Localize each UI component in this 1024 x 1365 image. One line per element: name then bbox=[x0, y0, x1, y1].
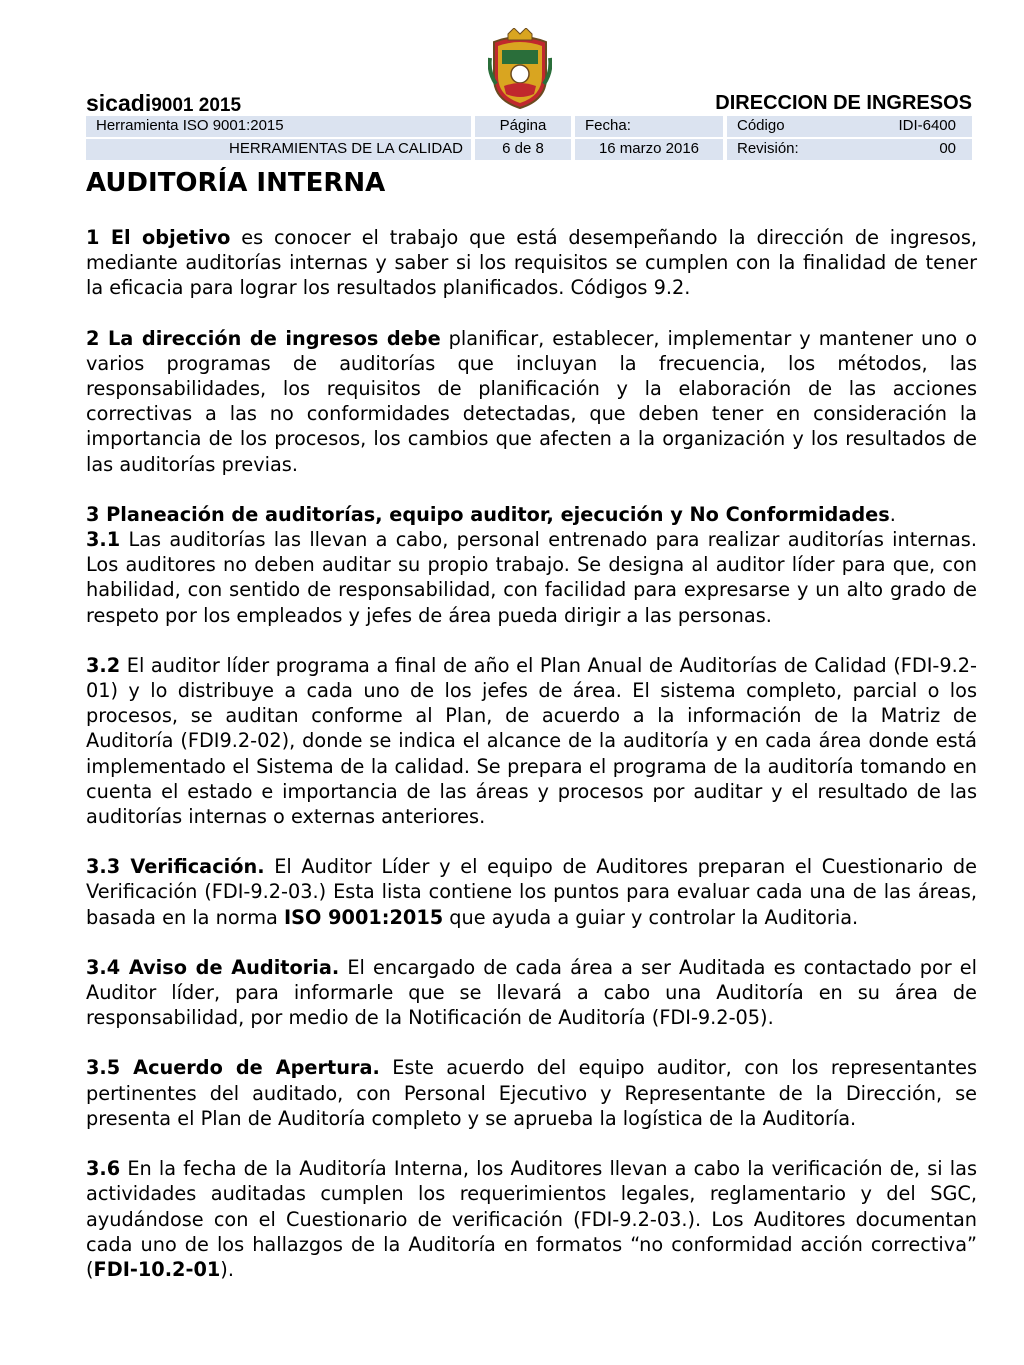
section-3-6-end: ). bbox=[220, 1257, 234, 1281]
section-3-heading bbox=[86, 502, 977, 527]
brand-title bbox=[86, 90, 241, 117]
section-3-2 bbox=[86, 653, 977, 829]
tool-name: HERRAMIENTAS DE LA CALIDAD bbox=[86, 139, 471, 160]
section-3-5 bbox=[86, 1055, 977, 1131]
section-3-1-lead: 3.1 bbox=[86, 528, 121, 552]
page-title: AUDITORÍA INTERNA bbox=[86, 168, 386, 198]
page-label: Página bbox=[475, 116, 571, 137]
section-2 bbox=[86, 326, 977, 477]
section-3-6-code: FDI-10.2-01 bbox=[93, 1257, 221, 1281]
code-value: IDI-6400 bbox=[898, 117, 956, 134]
revision-cell bbox=[727, 139, 972, 160]
date-value: 16 marzo 2016 bbox=[575, 139, 723, 160]
document-body bbox=[86, 225, 977, 1282]
section-3-4-text: El encargado de cada área a ser Auditada es contactado por el Auditor líder, para informarle que se llevará a cabo una Auditoría en su área de responsabilidad, por medio de la Notificación de Auditoría (FDI-9.2-05). bbox=[86, 955, 977, 1030]
section-3-2-text: El auditor líder programa a final de año el Plan Anual de Auditorías de Calidad (FDI-9.2-01) y lo distribuye a cada uno de los jefes de área. El sistema completo, parcial o los procesos, se auditan conforme al Plan, de acuerdo a la información de la Matriz de Auditoría (FDI9.2-02), donde se indica el alcance de la auditoría y en cada área donde está implementado el Sistema de la calidad. Se prepara el programa de la auditoría tomando en cuenta el estado e importancia de las áreas y procesos por auditar y el resultado de las auditorías internas o externas anteriores. bbox=[86, 653, 977, 829]
section-3-3 bbox=[86, 854, 977, 930]
department-name: DIRECCION DE INGRESOS bbox=[715, 92, 972, 114]
section-2-text: planificar, establecer, implementar y mantener uno o varios programas de auditorías que incluyan la frecuencia, los métodos, las responsabilidades, los requisitos de planificación y la elaboración de las acciones correctivas a las no conformidades detectadas, que deben tener en consideración la importancia de los procesos, los cambios que afecten a la organización y los resultados de las auditorías previas. bbox=[86, 326, 978, 476]
document-header-table bbox=[86, 116, 972, 160]
section-1-text: es conocer el trabajo que está desempeñando la dirección de ingresos, mediante auditorías internas y saber si los requisitos se cumplen con la finalidad de tener la eficacia para lograr los resultados planificados. Códigos 9.2. bbox=[86, 226, 977, 300]
section-3-4-lead: 3.4 Aviso de Auditoria. bbox=[86, 955, 340, 979]
code-label: Código bbox=[737, 117, 785, 134]
section-1 bbox=[86, 225, 977, 301]
tool-label: Herramienta ISO 9001:2015 bbox=[86, 116, 471, 137]
section-3-2-lead: 3.2 bbox=[86, 653, 121, 677]
revision-label: Revisión: bbox=[737, 140, 799, 157]
brand-main: sicadi bbox=[86, 90, 152, 116]
section-3-6-lead: 3.6 bbox=[86, 1157, 121, 1181]
section-3-heading-end: . bbox=[889, 502, 896, 526]
section-3-6 bbox=[86, 1156, 977, 1282]
section-3-4 bbox=[86, 955, 977, 1031]
page-value: 6 de 8 bbox=[475, 139, 571, 160]
section-3-3-norm: ISO 9001:2015 bbox=[283, 905, 444, 929]
section-3-6-text: En la fecha de la Auditoría Interna, los Auditores llevan a cabo la verificación de, si las actividades auditadas cumplen los requerimientos legales, reglamentario y del SGC, ayudándose con el Cuestionario de verificación (FDI-9.2-03.). Los Auditores documentan cada uno de los hallazgos de la Auditoría en formatos “no conformidad acción correctiva” ( bbox=[86, 1157, 977, 1281]
code-cell bbox=[727, 116, 972, 137]
section-3-3-text-b: que ayuda a guiar y controlar la Auditoria. bbox=[443, 905, 859, 929]
section-3-heading-text: 3 Planeación de auditorías, equipo auditor, ejecución y No Conformidades bbox=[86, 502, 890, 526]
section-3-3-lead: 3.3 Verificación. bbox=[86, 855, 265, 879]
brand-suffix: 9001 2015 bbox=[151, 95, 242, 116]
section-3-5-text: Este acuerdo del equipo auditor, con los representantes pertinentes del auditado, con Personal Ejecutivo y Representante de la Dirección, se presenta el Plan de Auditoría completo y se aprueba la logística de la Auditoría. bbox=[86, 1056, 977, 1130]
section-3-5-lead: 3.5 Acuerdo de Apertura. bbox=[86, 1056, 380, 1080]
section-1-lead: 1 El objetivo bbox=[86, 226, 231, 249]
section-3-1 bbox=[86, 527, 977, 628]
date-label: Fecha: bbox=[575, 116, 723, 137]
section-2-lead: 2 La dirección de ingresos debe bbox=[86, 326, 441, 350]
section-3-3-text-a: El Auditor Líder y el equipo de Auditores preparan el Cuestionario de Verificación (FDI-9.2-03.) Esta lista contiene los puntos para evaluar cada una de las áreas, basada en la norma bbox=[86, 855, 977, 929]
section-3-1-text: Las auditorías las llevan a cabo, personal entrenado para realizar auditorías internas. Los auditores no deben auditar su propio trabajo. Se designa al auditor líder para que, con habilidad, con sentido de responsabilidad, con facilidad para expresarse y un alto grado de respeto por los empleados y jefes de área pueda dirigir a las personas. bbox=[86, 528, 977, 627]
revision-value: 00 bbox=[939, 140, 956, 157]
coat-of-arms-logo bbox=[488, 28, 552, 110]
